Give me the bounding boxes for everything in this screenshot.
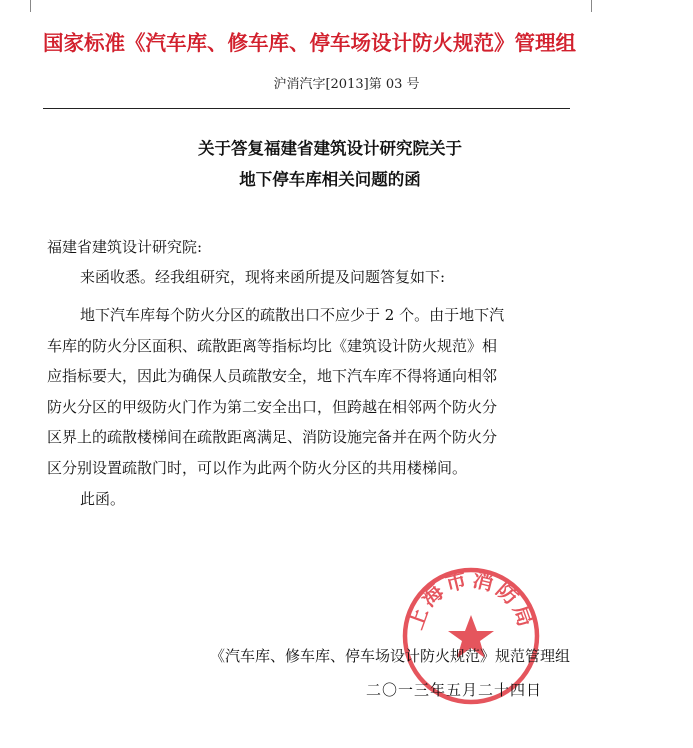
header-divider — [43, 108, 570, 109]
signature-organization: 《汽车库、修车库、停车场设计防火规范》规范管理组 — [210, 647, 571, 665]
body-line: 车库的防火分区面积、疏散距离等指标均比《建筑设计防火规范》相 — [47, 336, 498, 355]
body-line: 应指标要大，因此为确保人员疏散安全，地下汽车库不得将通向相邻 — [47, 367, 498, 386]
subject-line-2: 地下停车库相关问题的函 — [239, 170, 421, 189]
subject-line-1: 关于答复福建省建筑设计研究院关于 — [198, 139, 462, 158]
intro-paragraph: 来函收悉。经我组研究，现将来函所提及问题答复如下: — [80, 268, 446, 286]
signature-date: 二〇一三年五月二十四日 — [366, 681, 543, 699]
salutation: 福建省建筑设计研究院: — [47, 238, 203, 256]
closing-line: 此函。 — [80, 490, 126, 508]
body-line: 地下汽车库每个防火分区的疏散出口不应少于 2 个。由于地下汽 — [80, 306, 505, 324]
body-line: 防火分区的甲级防火门作为第二安全出口，但跨越在相邻两个防火分 — [47, 397, 498, 416]
body-line: 区分别设置疏散门时，可以作为此两个防火分区的共用楼梯间。 — [47, 458, 468, 477]
page-corner-mark-left — [30, 0, 31, 12]
body-paragraph — [47, 300, 607, 484]
body-line: 区界上的疏散楼梯间在疏散距离满足、消防设施完备并在两个防火分 — [47, 428, 498, 447]
document-number: 沪消汽字[2013]第 03 号 — [273, 77, 420, 92]
document-header-title: 国家标准《汽车库、修车库、停车场设计防火规范》管理组 — [43, 31, 576, 55]
page-corner-mark-right — [591, 0, 592, 12]
seal-arc-text: 上海市消防局 — [402, 567, 540, 633]
